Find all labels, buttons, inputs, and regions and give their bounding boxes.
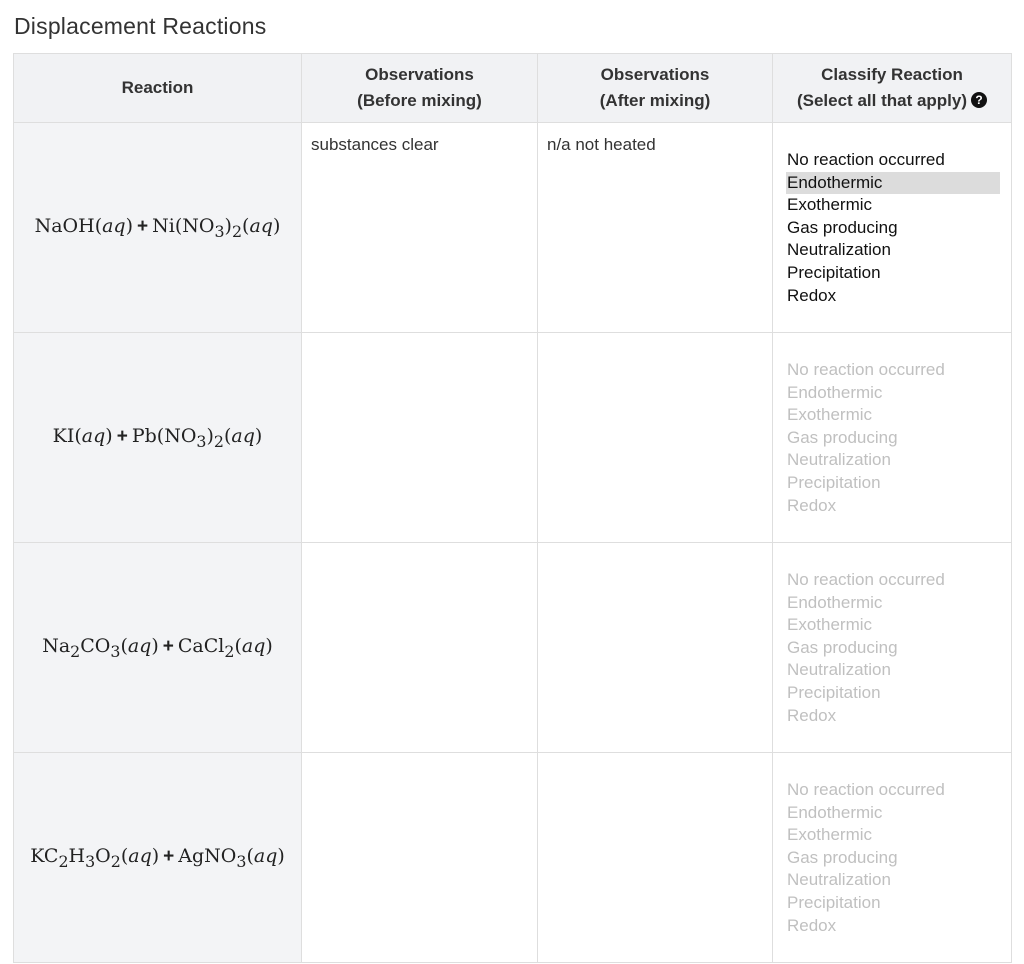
header-before-line2: (Before mixing) xyxy=(357,91,482,110)
classification-option[interactable]: Exothermic xyxy=(787,195,873,215)
classification-option: Neutralization xyxy=(787,660,891,680)
classification-option: Redox xyxy=(787,495,837,515)
classification-listbox xyxy=(773,753,1011,937)
reactant-1: KI(aq) xyxy=(52,424,113,447)
classification-option[interactable]: Redox xyxy=(787,285,837,305)
classification-option: No reaction occurred xyxy=(787,570,945,589)
classify-reaction-cell xyxy=(773,753,1012,963)
classification-option: Exothermic xyxy=(787,405,873,425)
table-header-row xyxy=(14,54,1012,123)
classification-option: Endothermic xyxy=(787,802,883,822)
reactant-2: $Pb(NO_3)_2(aq)$ xyxy=(131,424,263,451)
observation-before-cell[interactable] xyxy=(302,333,538,543)
plus-sign: + xyxy=(162,635,174,657)
observation-after-cell[interactable] xyxy=(538,123,773,333)
plus-sign: + xyxy=(137,215,149,237)
classification-option[interactable]: Gas producing xyxy=(787,217,898,237)
classify-reaction-cell xyxy=(773,123,1012,333)
classification-option: Exothermic xyxy=(787,615,873,635)
reaction-equation xyxy=(14,123,302,333)
classification-option[interactable]: Neutralization xyxy=(787,240,891,260)
observation-after-text xyxy=(538,543,772,555)
plus-sign: + xyxy=(163,845,175,867)
page-title: Displacement Reactions xyxy=(14,13,267,39)
classify-reaction-cell xyxy=(773,333,1012,543)
observation-after-text xyxy=(538,333,772,345)
reactant-1: NaOH(aq) xyxy=(34,214,134,237)
classification-option: Precipitation xyxy=(787,892,881,912)
table-row xyxy=(14,543,1012,753)
reaction-equation xyxy=(14,753,302,963)
classification-option: Gas producing xyxy=(787,427,898,447)
observation-before-cell[interactable] xyxy=(302,753,538,963)
classification-option: No reaction occurred xyxy=(787,780,945,799)
observation-before-cell[interactable] xyxy=(302,543,538,753)
observation-after-cell[interactable] xyxy=(538,333,773,543)
reaction-equation xyxy=(14,543,302,753)
header-reaction: Reaction xyxy=(14,54,302,123)
classification-option[interactable]: Precipitation xyxy=(787,262,881,282)
observation-before-text xyxy=(302,543,537,555)
reactant-1: $Na_2CO_3(aq)$ xyxy=(42,634,159,661)
observation-after-text xyxy=(538,753,772,765)
reactant-2: CaCl$_2$(aq) xyxy=(177,634,273,661)
classification-option: Gas producing xyxy=(787,637,898,657)
observation-before-text xyxy=(302,333,537,345)
classification-option: Endothermic xyxy=(787,382,883,402)
header-after-line2: (After mixing) xyxy=(599,91,711,110)
classification-listbox xyxy=(773,333,1011,517)
classification-option[interactable]: Endothermic xyxy=(786,172,1000,195)
classification-option: Neutralization xyxy=(787,450,891,470)
header-classify-line1: Classify Reaction xyxy=(821,65,963,84)
classification-listbox xyxy=(773,543,1011,727)
classification-option: Neutralization xyxy=(787,870,891,890)
classification-option: Exothermic xyxy=(787,825,873,845)
reactant-1: $KC_2H_3O_2(aq)$ xyxy=(30,844,160,871)
header-observations-before xyxy=(302,54,538,123)
classification-option: Precipitation xyxy=(787,472,881,492)
question-circle-icon[interactable]: ? xyxy=(971,92,987,108)
header-classify-line2: (Select all that apply) xyxy=(796,91,968,110)
table-row xyxy=(14,753,1012,963)
classification-option: Redox xyxy=(787,915,837,935)
plus-sign: + xyxy=(116,425,128,447)
classification-option: Gas producing xyxy=(787,847,898,867)
reactant-2: $Ni(NO_3)_2(aq)$ xyxy=(152,214,281,241)
table-row xyxy=(14,333,1012,543)
classify-reaction-cell xyxy=(773,543,1012,753)
classification-option: Precipitation xyxy=(787,682,881,702)
observation-before-cell[interactable] xyxy=(302,123,538,333)
observation-before-text xyxy=(302,753,537,765)
classification-option: Redox xyxy=(787,705,837,725)
observation-after-text: n/a not heated xyxy=(547,135,656,154)
reaction-equation xyxy=(14,333,302,543)
classification-option: Endothermic xyxy=(787,592,883,612)
observation-after-cell[interactable] xyxy=(538,753,773,963)
reactant-2: AgNO$_3$(aq) xyxy=(178,844,285,871)
observation-before-text: substances clear xyxy=(311,135,439,154)
reactions-table xyxy=(13,53,1012,963)
observation-after-cell[interactable] xyxy=(538,543,773,753)
header-observations-after xyxy=(538,54,773,123)
classification-option: No reaction occurred xyxy=(787,360,945,379)
classification-option[interactable]: No reaction occurred xyxy=(787,150,945,169)
classification-listbox[interactable] xyxy=(773,123,1011,307)
header-classify-reaction xyxy=(773,54,1012,123)
table-row xyxy=(14,123,1012,333)
header-before-line1: Observations xyxy=(365,65,474,84)
header-after-line1: Observations xyxy=(600,65,710,84)
